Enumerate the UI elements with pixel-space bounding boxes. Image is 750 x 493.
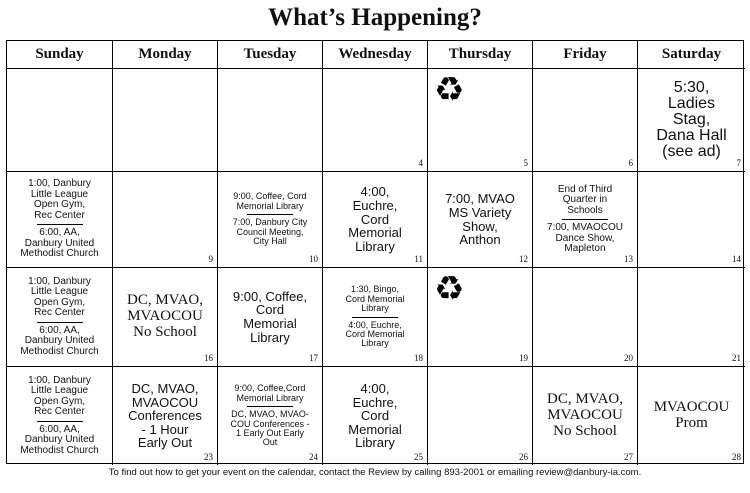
calendar-cell[interactable] (113, 268, 218, 367)
date-number: 25 (414, 452, 423, 462)
event-text: DC, MVAO, MVAO- COU Conferences - 1 Early Out Early Out (230, 409, 310, 448)
date-number: 21 (732, 353, 741, 363)
calendar-cell[interactable] (7, 268, 113, 367)
date-number: 10 (309, 254, 318, 264)
calendar-grid (6, 40, 744, 464)
calendar-cell[interactable] (533, 367, 638, 465)
day-header-monday: Monday (113, 41, 218, 69)
date-number: 11 (414, 254, 423, 264)
event-text: 9:00, Coffee, Cord Memorial Library (232, 288, 308, 345)
event-text: DC, MVAO, MVAOCOU Conferences - 1 Hour Early Out (128, 380, 202, 451)
event-divider (37, 421, 83, 422)
date-number: 27 (624, 452, 633, 462)
event-text: 7:00, Danbury City Council Meeting, City Hall (232, 217, 308, 247)
date-number: 18 (414, 353, 423, 363)
calendar-cell[interactable] (323, 367, 428, 465)
calendar-cell[interactable] (428, 268, 533, 367)
day-header-saturday: Saturday (638, 41, 745, 69)
event-text: 9:00, Coffee,Cord Memorial Library (234, 383, 306, 403)
calendar-cell[interactable] (218, 172, 323, 268)
date-number: 23 (204, 452, 213, 462)
event-text: 1:30, Bingo, Cord Memorial Library (345, 284, 405, 314)
date-number: 14 (732, 254, 741, 264)
event-text: 4:00, Euchre, Cord Memorial Library (348, 380, 402, 451)
calendar-cell[interactable] (533, 268, 638, 367)
event-text: 5:30, Ladies Stag, Dana Hall (see ad) (656, 79, 727, 160)
calendar-cell[interactable] (218, 268, 323, 367)
event-divider (37, 322, 83, 323)
calendar-cell[interactable] (638, 69, 745, 172)
calendar-cell[interactable] (323, 268, 428, 367)
day-header-tuesday: Tuesday (218, 41, 323, 69)
calendar-cell[interactable] (218, 69, 323, 172)
page-title: What’s Happening? (268, 4, 482, 31)
date-number: 9 (208, 254, 213, 264)
date-number: 17 (309, 353, 318, 363)
date-number: 12 (519, 254, 528, 264)
date-number: 6 (628, 158, 633, 168)
event-text: 1:00, Danbury Little League Open Gym, Rec Center (28, 178, 91, 221)
calendar-cell[interactable] (638, 367, 745, 465)
calendar-cell[interactable] (7, 172, 113, 268)
calendar-cell[interactable] (533, 69, 638, 172)
event-text: 1:00, Danbury Little League Open Gym, Rec Center (28, 275, 91, 319)
event-text: 9:00, Coffee, Cord Memorial Library (233, 191, 307, 211)
event-text: 1:00, Danbury Little League Open Gym, Rec Center (28, 374, 91, 418)
date-number: 4 (418, 158, 423, 168)
event-text: 7:00, MVAOCOU Dance Show, Mapleton (547, 222, 623, 254)
date-number: 24 (309, 452, 318, 462)
calendar-cell[interactable] (428, 367, 533, 465)
event-text: 6:00, AA, Danbury United Methodist Church (20, 227, 99, 260)
recycle-icon: ♻ (434, 71, 465, 109)
calendar-cell[interactable] (638, 268, 745, 367)
event-text: 4:00, Euchre, Cord Memorial Library (345, 319, 405, 349)
calendar-cell[interactable] (428, 172, 533, 268)
calendar-cell[interactable] (113, 69, 218, 172)
day-header-thursday: Thursday (428, 41, 533, 69)
date-number: 19 (519, 353, 528, 363)
day-header-sunday: Sunday (7, 41, 113, 69)
event-text: End of Third Quarter in Schools (557, 183, 613, 216)
date-number: 7 (736, 158, 741, 168)
calendar-cell[interactable] (533, 172, 638, 268)
date-number: 28 (732, 452, 741, 462)
date-number: 16 (204, 353, 213, 363)
event-divider (37, 224, 83, 225)
date-number: 13 (624, 254, 633, 264)
day-header-friday: Friday (533, 41, 638, 69)
date-number: 5 (523, 158, 528, 168)
event-divider (247, 214, 293, 215)
calendar-cell[interactable] (323, 172, 428, 268)
calendar-cell[interactable] (638, 172, 745, 268)
event-text: 6:00, AA, Danbury United Methodist Church (20, 423, 99, 456)
footer-note: To find out how to get your event on the calendar, contact the Review by calling 893-2001 or emailing review@danbury-ia.com. (108, 467, 642, 478)
calendar-cell[interactable] (428, 69, 533, 172)
calendar-cell[interactable] (113, 172, 218, 268)
event-divider (562, 219, 608, 220)
event-text: MVAOCOU Prom (653, 399, 730, 431)
recycle-icon: ♻ (434, 270, 465, 308)
calendar-cell[interactable] (7, 69, 113, 172)
date-number: 26 (519, 452, 528, 462)
day-header-wednesday: Wednesday (323, 41, 428, 69)
event-text: 4:00, Euchre, Cord Memorial Library (348, 184, 402, 254)
calendar-cell[interactable] (218, 367, 323, 465)
event-text: DC, MVAO, MVAOCOU No School (127, 292, 203, 340)
calendar-cell[interactable] (7, 367, 113, 465)
calendar-cell[interactable] (323, 69, 428, 172)
date-number: 20 (624, 353, 633, 363)
event-text: DC, MVAO, MVAOCOU No School (547, 391, 623, 439)
event-divider (352, 317, 398, 318)
event-text: 7:00, MVAO MS Variety Show, Anthon (445, 191, 515, 248)
event-divider (247, 406, 293, 407)
event-text: 6:00, AA, Danbury United Methodist Church (20, 324, 99, 357)
calendar-cell[interactable] (113, 367, 218, 465)
